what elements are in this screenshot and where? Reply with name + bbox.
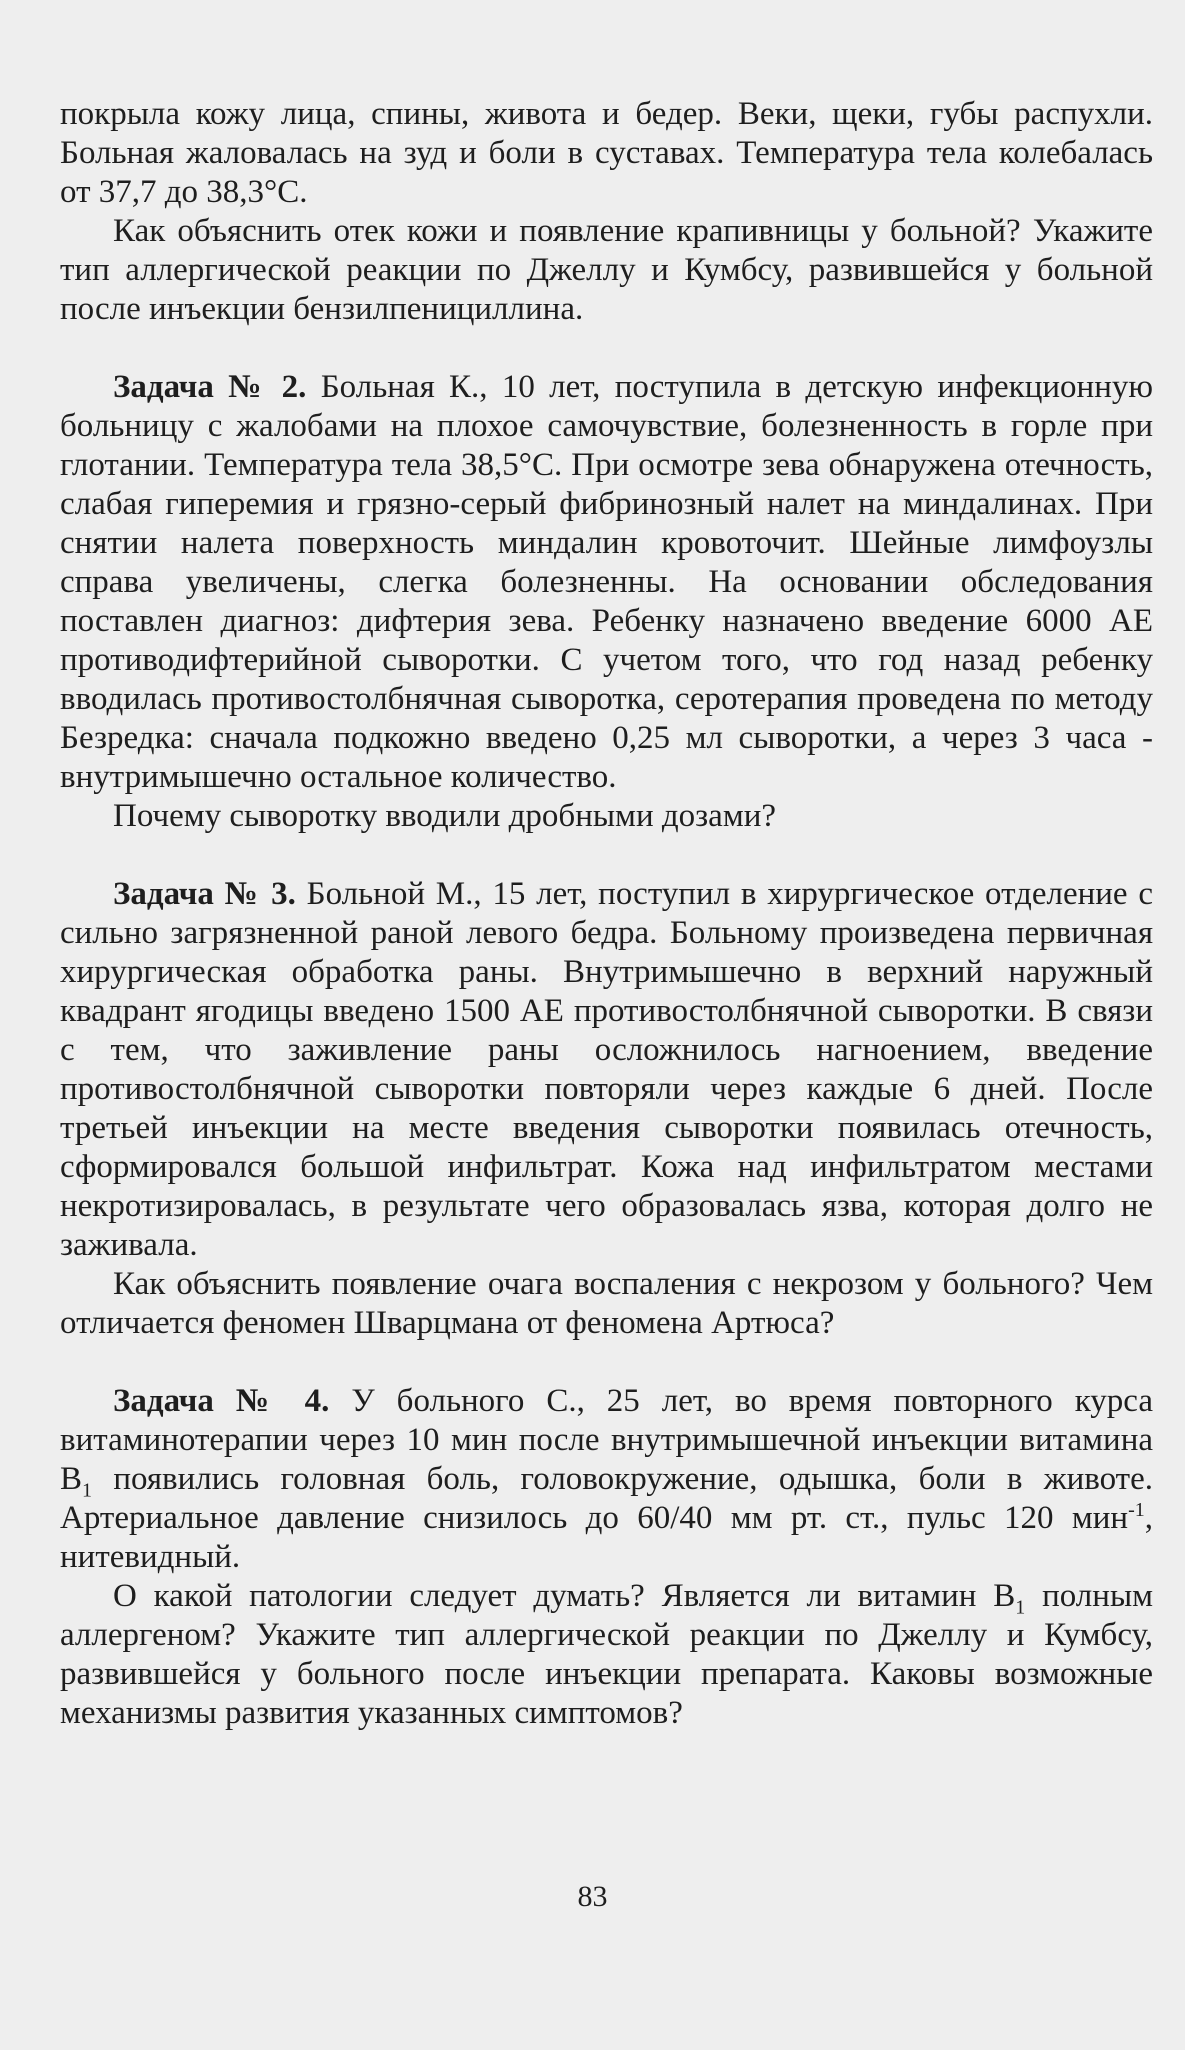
task-4-label: Задача № 4.	[113, 1383, 330, 1419]
intro-question: Как объяснить отек кожи и появление крапивницы у больной? Укажите тип аллергической реакции по Джеллу и Кумбсу, развившейся у больной после инъекции бензилпенициллина.	[60, 213, 1153, 327]
task-2-paragraph	[60, 368, 1153, 797]
task-4-text-part2: появились головная боль, головокружение, одышка, боли в животе. Артериальное давление снизилось до 60/40 мм рт. ст., пульс 120 мин	[60, 1461, 1153, 1536]
task-2-text: Больная К., 10 лет, поступила в детскую инфекционную больницу с жалобами на плохое самочувствие, болезненность в горле при глотании. Температура тела 38,5°С. При осмотре зева обнаружена отечность, слабая гиперемия и грязно-серый фибринозный налет на миндалинах. При снятии налета поверхность миндалин кровоточит. Шейные лимфоузлы справа увеличены, слегка болезненны. На основании обследования поставлен диагноз: дифтерия зева. Ребенку назначено введение 6000 АЕ противодифтерийной сыворотки. С учетом того, что год назад ребенку вводилась противостолбнячная сыворотка, серотерапия проведена по методу Безредка: сначала подкожно введено 0,25 мл сыворотки, а через 3 часа - внутримышечно остальное количество.	[60, 369, 1154, 795]
task-4-question	[60, 1577, 1153, 1733]
page-number: 83	[577, 1880, 608, 1913]
document-page	[60, 95, 1153, 1733]
task-4-subscript: 1	[82, 1479, 93, 1502]
task-4-question-part2: полным аллергеном? Укажите тип аллергической реакции по Джеллу и Кумбсу, развившейся у больного после инъекции препарата. Каковы возможные механизмы развития указанных симптомов?	[60, 1578, 1153, 1731]
task-3-paragraph	[60, 875, 1153, 1265]
task-3-text: Больной М., 15 лет, поступил в хирургическое отделение с сильно загрязненной раной левого бедра. Больному произведена первичная хирургическая обработка раны. Внутримышечно в верхний наружный квадрант ягодицы введено 1500 АЕ противостолбнячной сыворотки. В связи с тем, что заживление раны осложнилось нагноением, введение противостолбнячной сыворотки повторяли через каждые 6 дней. После третьей инъекции на месте введения сыворотки появилась отечность, сформировался большой инфильтрат. Кожа над инфильтратом местами некротизировалась, в результате чего образовалась язва, которая долго не заживала.	[60, 876, 1153, 1263]
task-4-question-subscript: 1	[1015, 1596, 1026, 1619]
task-4-paragraph	[60, 1382, 1153, 1577]
task-2-label: Задача № 2.	[113, 369, 307, 405]
task-3-question: Как объяснить появление очага воспаления с некрозом у больного? Чем отличается феномен Шварцмана от феномена Артюса?	[60, 1266, 1153, 1341]
task-4-question-part1: О какой патологии следует думать? Является ли витамин В	[113, 1578, 1016, 1614]
task-4-text-part3: , нитевидный.	[60, 1500, 1153, 1575]
task-4-superscript: -1	[1128, 1499, 1145, 1521]
task-4-text-part1: У больного С., 25 лет, во время повторного курса витаминотерапии через 10 мин после внутримышечной инъекции витамина В	[60, 1383, 1153, 1497]
task-2-question: Почему сыворотку вводили дробными дозами?	[113, 798, 777, 834]
task-3-label: Задача № 3.	[113, 876, 296, 912]
intro-continuation: покрыла кожу лица, спины, живота и бедер. Веки, щеки, губы распухли. Больная жаловалась на зуд и боли в суставах. Температура тела колебалась от 37,7 до 38,3°С.	[60, 96, 1153, 210]
